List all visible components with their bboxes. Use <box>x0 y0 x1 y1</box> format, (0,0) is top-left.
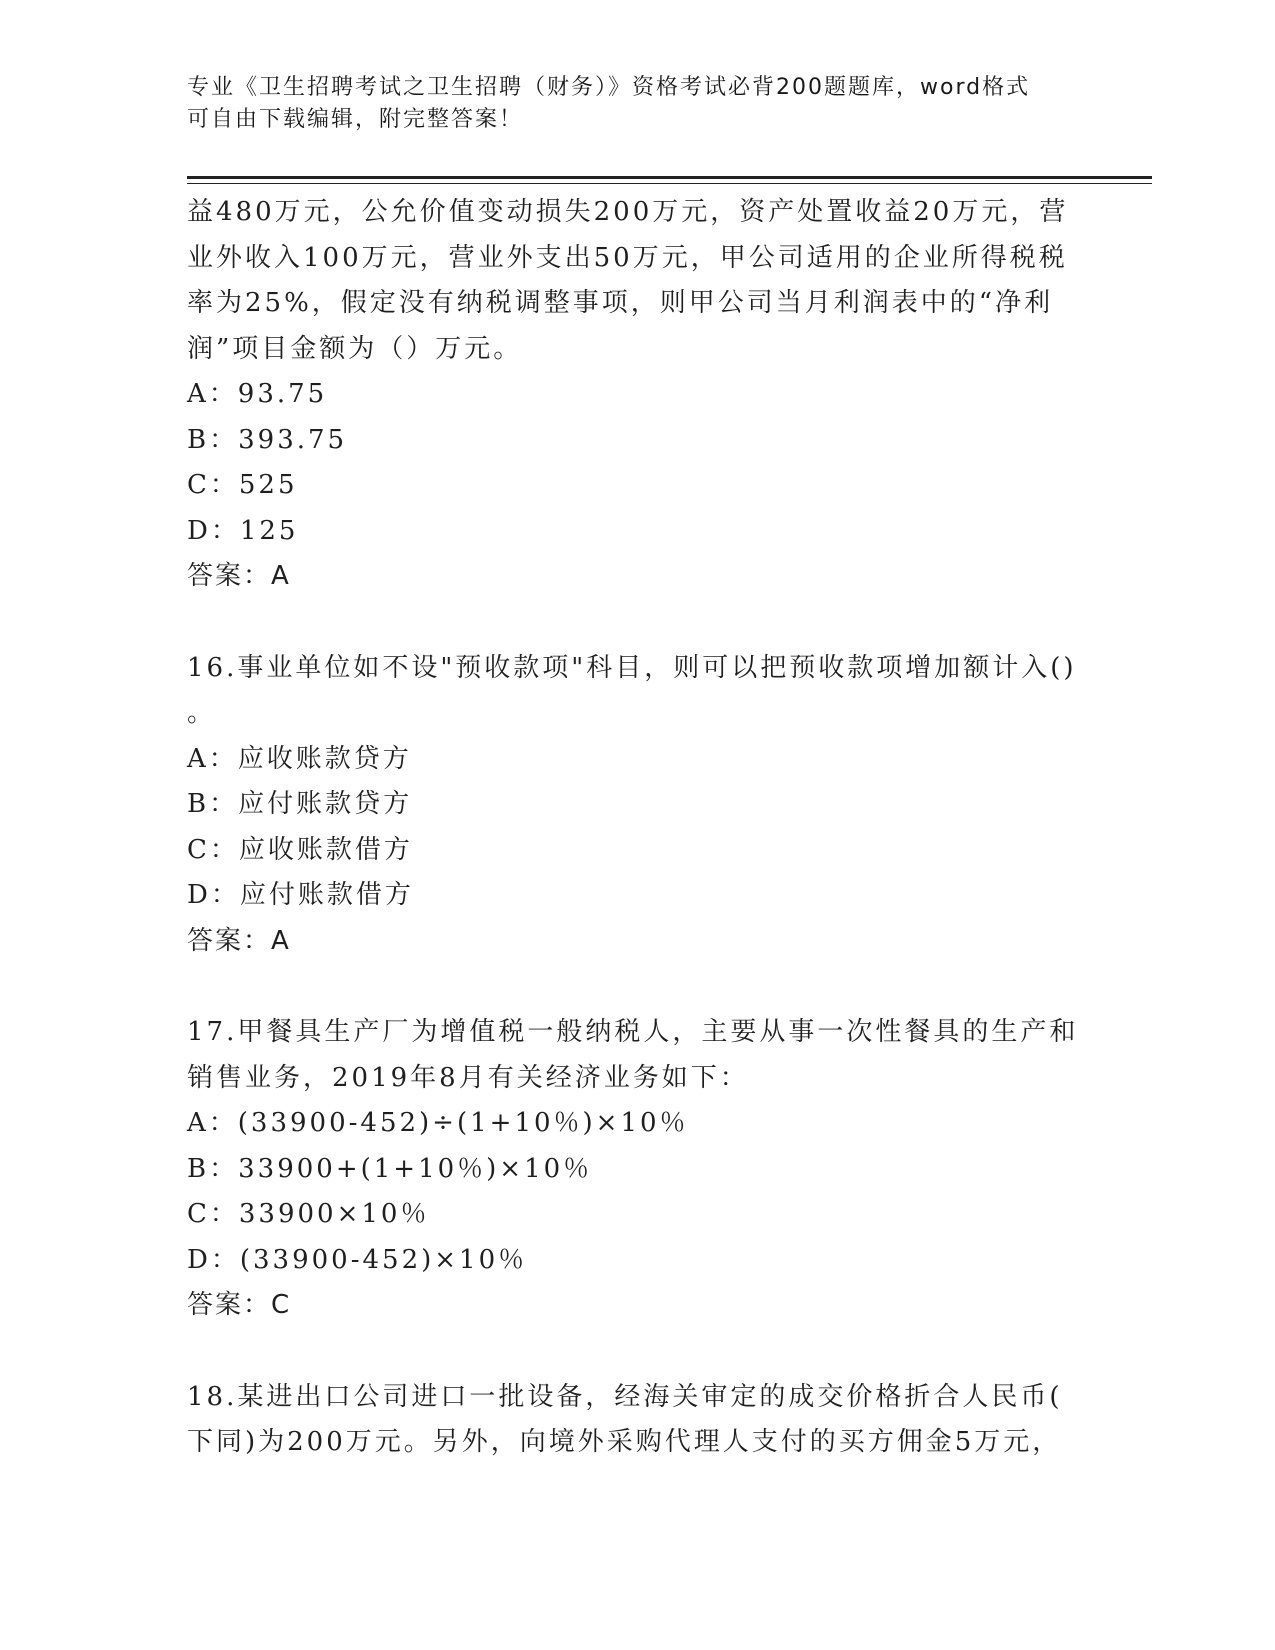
option-a: A：应收账款贷方 <box>187 743 412 774</box>
question-text-line: 率为25%，假定没有纳税调整事项，则甲公司当月利润表中的“净利 <box>187 288 1054 318</box>
question-text-line: 。 <box>187 698 217 728</box>
question-text-line: 18.某进出口公司进口一批设备，经海关审定的成交价格折合人民币( <box>187 1381 1063 1412</box>
option-d: D：125 <box>187 515 299 546</box>
header-line-1: 专业《卫生招聘考试之卫生招聘（财务）》资格考试必背200题题库，word格式 <box>187 75 1031 100</box>
document-body <box>187 190 1079 1466</box>
question-block <box>187 190 1067 600</box>
question-block <box>187 1375 1067 1466</box>
document-header <box>187 72 1067 136</box>
option-a: A：(33900-452)÷(1+10％)×10％ <box>187 1108 689 1138</box>
answer-line: 答案：A <box>187 925 291 956</box>
option-b: B：393.75 <box>187 424 348 455</box>
option-a: A：93.75 <box>187 379 328 409</box>
option-d: D：应付账款借方 <box>187 880 414 910</box>
option-b: B：33900+(1+10％)×10％ <box>187 1153 593 1184</box>
question-block <box>187 1010 1079 1329</box>
question-spacer <box>187 1329 1067 1375</box>
question-text-line: 17.甲餐具生产厂为增值税一般纳税人，主要从事一次性餐具的生产和 <box>187 1017 1079 1047</box>
question-text-line: 16.事业单位如不设"预收款项"科目，则可以把预收款项增加额计入() <box>187 652 1077 683</box>
option-c: C：33900×10％ <box>187 1199 430 1229</box>
question-text-line: 销售业务，2019年8月有关经济业务如下： <box>187 1062 749 1093</box>
question-spacer <box>187 964 1067 1010</box>
answer-line: 答案：C <box>187 1290 292 1320</box>
header-divider-thin <box>187 183 1152 184</box>
option-d: D：(33900-452)×10％ <box>187 1244 528 1275</box>
question-block <box>187 646 1077 965</box>
option-c: C：应收账款借方 <box>187 834 413 865</box>
question-text-line: 下同)为200万元。另外，向境外采购代理人支付的买方佣金5万元， <box>187 1427 1062 1457</box>
option-b: B：应付账款贷方 <box>187 789 413 819</box>
question-text-line: 益480万元，公允价值变动损失200万元，资产处置收益20万元，营 <box>187 197 1069 227</box>
option-c: C：525 <box>187 470 298 500</box>
question-text-line: 润”项目金额为（）万元。 <box>187 333 523 364</box>
question-spacer <box>187 600 1067 646</box>
question-text-line: 业外收入100万元，营业外支出50万元，甲公司适用的企业所得税税 <box>187 242 1068 273</box>
header-divider-thick <box>187 176 1152 179</box>
header-line-2: 可自由下载编辑，附完整答案！ <box>187 107 524 132</box>
answer-line: 答案：A <box>187 561 291 591</box>
